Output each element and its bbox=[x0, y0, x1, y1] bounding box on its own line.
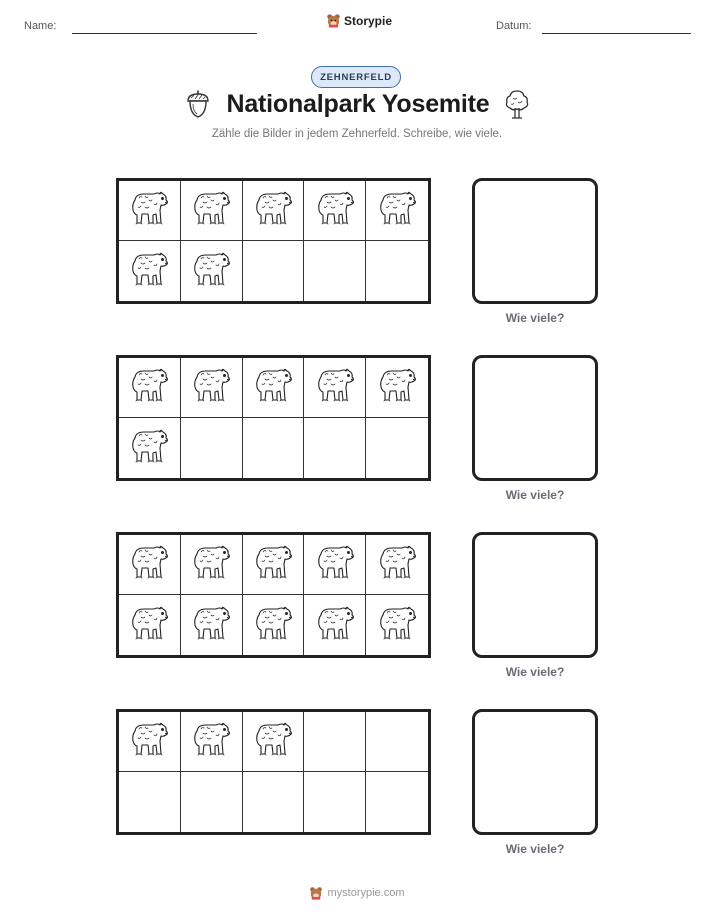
ten-frame-cell bbox=[243, 181, 305, 241]
brand-name: Storypie bbox=[344, 13, 393, 28]
ten-frame-cell bbox=[366, 595, 428, 655]
ten-frame-cell bbox=[243, 595, 305, 655]
ten-frame-cell bbox=[119, 712, 181, 772]
ten-frame-cell bbox=[119, 181, 181, 241]
ten-frame-cell bbox=[304, 712, 366, 772]
how-many-label-3: Wie viele? bbox=[505, 665, 565, 679]
title-row bbox=[0, 88, 714, 120]
answer-box-3[interactable] bbox=[472, 532, 598, 658]
ten-frame-cell bbox=[119, 418, 181, 478]
ten-frame-cell bbox=[366, 241, 428, 301]
bear-icon bbox=[189, 188, 233, 233]
page-title: Nationalpark Yosemite bbox=[226, 89, 490, 118]
bear-icon bbox=[251, 542, 295, 587]
bear-icon bbox=[189, 365, 233, 410]
bear-icon bbox=[375, 603, 419, 648]
ten-frame-cell bbox=[304, 241, 366, 301]
ten-frame-cell bbox=[119, 535, 181, 595]
ten-frame-cell bbox=[304, 358, 366, 418]
acorn-icon bbox=[184, 89, 212, 119]
ten-frame-3 bbox=[116, 532, 431, 658]
answer-box-4[interactable] bbox=[472, 709, 598, 835]
bear-icon bbox=[313, 188, 357, 233]
bear-icon bbox=[313, 603, 357, 648]
tree-icon bbox=[504, 88, 530, 120]
ten-frame-cell bbox=[181, 595, 243, 655]
instructions: Zähle die Bilder in jedem Zehnerfeld. Schreibe, wie viele. bbox=[211, 128, 503, 140]
ten-frame-cell bbox=[181, 772, 243, 832]
bear-icon bbox=[127, 542, 171, 587]
ten-frame-cell bbox=[304, 772, 366, 832]
ten-frame-4 bbox=[116, 709, 431, 835]
bear-icon bbox=[127, 365, 171, 410]
ten-frame-cell bbox=[181, 535, 243, 595]
ten-frame-cell bbox=[243, 358, 305, 418]
footer-url[interactable]: mystorypie.com bbox=[327, 887, 405, 899]
ten-frame-cell bbox=[366, 181, 428, 241]
date-label: Datum: bbox=[496, 20, 532, 32]
date-line[interactable] bbox=[542, 33, 691, 34]
brand-logo bbox=[326, 13, 392, 28]
ten-frame-cell bbox=[366, 418, 428, 478]
ten-frame-cell bbox=[366, 772, 428, 832]
ten-frame-cell bbox=[119, 595, 181, 655]
ten-frame-cell bbox=[181, 418, 243, 478]
ten-frame-cell bbox=[304, 181, 366, 241]
bear-icon bbox=[127, 188, 171, 233]
ten-frame-cell bbox=[119, 772, 181, 832]
bear-icon bbox=[375, 365, 419, 410]
bear-icon bbox=[251, 603, 295, 648]
ten-frame-1 bbox=[116, 178, 431, 304]
ten-frame-cell bbox=[304, 595, 366, 655]
how-many-label-1: Wie viele? bbox=[505, 311, 565, 325]
name-line[interactable] bbox=[72, 33, 257, 34]
answer-box-2[interactable] bbox=[472, 355, 598, 481]
bear-icon bbox=[189, 603, 233, 648]
answer-box-1[interactable] bbox=[472, 178, 598, 304]
ten-frame-cell bbox=[243, 712, 305, 772]
ten-frame-cell bbox=[304, 418, 366, 478]
ten-frame-cell bbox=[304, 535, 366, 595]
bear-icon bbox=[127, 719, 171, 764]
ten-frame-cell bbox=[366, 535, 428, 595]
bear-icon bbox=[127, 249, 171, 294]
ten-frame-cell bbox=[119, 241, 181, 301]
ten-frame-cell bbox=[243, 418, 305, 478]
ten-frame-cell bbox=[366, 358, 428, 418]
bear-icon bbox=[313, 365, 357, 410]
name-label: Name: bbox=[24, 20, 57, 32]
bear-icon bbox=[127, 603, 171, 648]
how-many-label-4: Wie viele? bbox=[505, 842, 565, 856]
bear-icon bbox=[251, 719, 295, 764]
ten-frame-cell bbox=[181, 181, 243, 241]
worksheet-type-badge: ZEHNERFELD bbox=[311, 66, 401, 88]
ten-frame-cell bbox=[243, 772, 305, 832]
ten-frame-cell bbox=[181, 358, 243, 418]
bear-icon bbox=[189, 719, 233, 764]
storypie-bear-logo-icon bbox=[326, 13, 341, 28]
ten-frame-cell bbox=[119, 358, 181, 418]
ten-frame-cell bbox=[366, 712, 428, 772]
ten-frame-2 bbox=[116, 355, 431, 481]
bear-icon bbox=[375, 542, 419, 587]
bear-icon bbox=[127, 426, 171, 471]
bear-icon bbox=[189, 249, 233, 294]
ten-frame-cell bbox=[243, 535, 305, 595]
bear-icon bbox=[189, 542, 233, 587]
ten-frame-cell bbox=[181, 241, 243, 301]
footer bbox=[0, 886, 714, 900]
storypie-bear-logo-icon bbox=[309, 886, 323, 900]
bear-icon bbox=[251, 365, 295, 410]
bear-icon bbox=[375, 188, 419, 233]
how-many-label-2: Wie viele? bbox=[505, 488, 565, 502]
bear-icon bbox=[313, 542, 357, 587]
ten-frame-cell bbox=[181, 712, 243, 772]
ten-frame-cell bbox=[243, 241, 305, 301]
bear-icon bbox=[251, 188, 295, 233]
